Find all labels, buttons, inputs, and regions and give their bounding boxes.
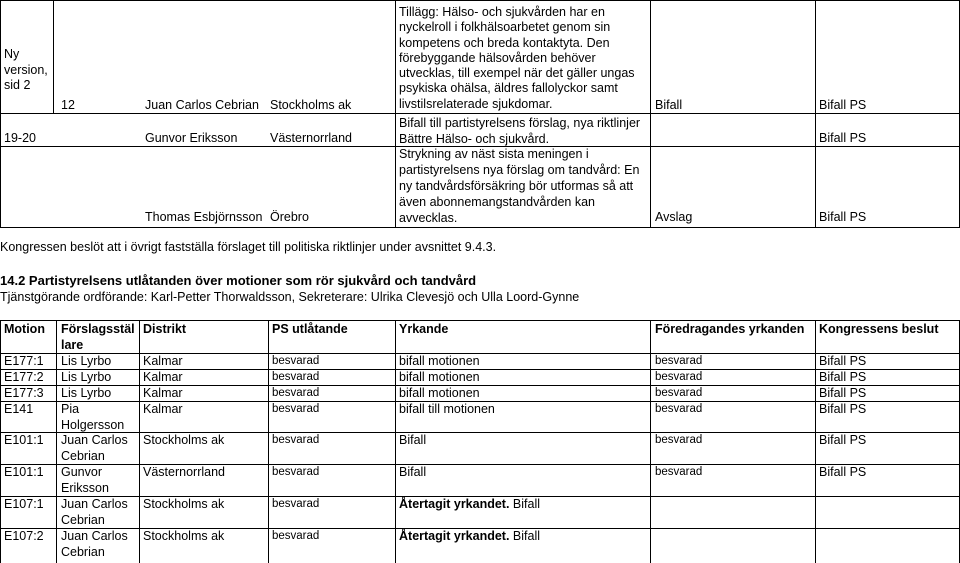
ps-statement: besvarad [272, 530, 320, 542]
decision-value: Bifall PS [819, 210, 867, 224]
district-name: Västernorrland [270, 131, 352, 145]
claim: bifall motionen [399, 354, 480, 368]
ps-statement: besvarad [272, 355, 320, 367]
text-line: avvecklas. [399, 211, 458, 225]
text-line: förebyggande hälsovården behöver [399, 50, 596, 65]
text-line: Strykning av näst sista meningen i [399, 147, 589, 161]
proposal-value: Avslag [655, 210, 693, 224]
proposer [61, 529, 128, 560]
proposer [61, 465, 109, 496]
text-line: nyckelroll i folkhälsoarbetet genom sin [399, 20, 611, 35]
staff-line: Tjänstgörande ordförande: Karl-Petter Thorwaldsson, Sekreterare: Ulrika Clevesjö och Ulla Loord-Gynne [0, 290, 580, 304]
header-proposer [61, 322, 135, 353]
header-presenter: Föredragandes yrkanden [655, 322, 805, 336]
presenter-claim: besvarad [655, 466, 703, 478]
decision: Bifall PS [819, 402, 867, 416]
proposer: Lis Lyrbo [61, 354, 112, 368]
header-line: Förslagsstäl [61, 322, 135, 336]
motion-text [399, 5, 635, 112]
motion-id: E177:3 [4, 386, 44, 400]
motion-id: E177:1 [4, 354, 44, 368]
proposer-line: Pia [61, 402, 80, 416]
decision: Bifall PS [819, 465, 867, 479]
decision-value: Bifall PS [819, 98, 867, 112]
header-motion: Motion [4, 322, 45, 336]
proposer-line: Holgersson [61, 417, 125, 432]
ps-statement: besvarad [272, 387, 320, 399]
ps-statement: besvarad [272, 434, 320, 446]
proposer [61, 433, 128, 464]
district-name: Stockholms ak [270, 98, 352, 112]
district-name: Örebro [270, 210, 309, 224]
text-line: partistyrelsens nya förslag om tandvård: En [399, 163, 640, 177]
proposer-line: Juan Carlos [61, 529, 128, 543]
header-ps: PS utlåtande [272, 322, 348, 336]
header-line: lare [61, 337, 84, 352]
row-label: 19-20 [4, 131, 36, 145]
proposer-line: Juan Carlos [61, 433, 128, 447]
version-line: version, [4, 62, 48, 77]
proposer-line: Cebrian [61, 544, 105, 559]
claim [399, 497, 540, 513]
district: Kalmar [143, 354, 183, 368]
motion-id: E141 [4, 402, 34, 416]
proposer: Lis Lyrbo [61, 370, 112, 384]
district: Stockholms ak [143, 529, 225, 543]
decision-value: Bifall PS [819, 131, 867, 145]
proposer-name: Gunvor Eriksson [145, 131, 238, 145]
proposer-line: Gunvor [61, 465, 102, 479]
text-line: Tillägg: Hälso- och sjukvården har en [399, 5, 605, 19]
motion-text [399, 115, 640, 147]
claim-suffix: Bifall [509, 529, 541, 543]
text-line: ny tandvårdsförsäkring bör utformas så att [399, 179, 634, 193]
text-line: livstilsrelaterade sjukdomar. [399, 96, 553, 111]
claim: bifall motionen [399, 386, 480, 400]
claim: Bifall [399, 433, 427, 447]
header-claim: Yrkande [399, 322, 449, 336]
district: Kalmar [143, 386, 183, 400]
decision: Bifall PS [819, 386, 867, 400]
text-line: kompetens och breda kontaktyta. Den [399, 35, 610, 50]
decision: Bifall PS [819, 433, 867, 447]
presenter-claim: besvarad [655, 403, 703, 415]
proposer [61, 402, 124, 433]
motion-text [399, 146, 639, 226]
ps-statement: besvarad [272, 403, 320, 415]
claim: Bifall [399, 465, 427, 479]
claim: bifall till motionen [399, 402, 495, 416]
decision: Bifall PS [819, 354, 867, 368]
proposer-line: Juan Carlos [61, 497, 128, 511]
claim [399, 529, 540, 545]
proposal-value: Bifall [655, 98, 683, 112]
text-line: psykiska ohälsa, äldres fallolyckor samt [399, 81, 618, 96]
claim-bold: Återtagit yrkandet. [399, 529, 510, 543]
version-line: Ny [4, 47, 20, 61]
motion-id: E107:2 [4, 529, 44, 543]
version-label [4, 47, 48, 94]
district: Kalmar [143, 402, 183, 416]
header-decision: Kongressens beslut [819, 322, 939, 336]
claim: bifall motionen [399, 370, 480, 384]
text-line: även abonnemangstandvården kan [399, 195, 595, 209]
proposer-name: Thomas Esbjörnsson [145, 210, 263, 224]
district: Kalmar [143, 370, 183, 384]
proposer-name: Juan Carlos Cebrian [145, 98, 259, 112]
presenter-claim: besvarad [655, 434, 703, 446]
motion-id: E101:1 [4, 465, 44, 479]
ps-statement: besvarad [272, 498, 320, 510]
claim-suffix: Bifall [509, 497, 541, 511]
decision-text: Kongressen beslöt att i övrigt fastställa förslaget till politiska riktlinjer under avsnittet 9.4.3. [0, 240, 497, 254]
district: Stockholms ak [143, 497, 225, 511]
motion-id: E107:1 [4, 497, 44, 511]
ps-statement: besvarad [272, 371, 320, 383]
presenter-claim: besvarad [655, 371, 703, 383]
text-line: Bättre Hälso- och sjukvård. [399, 132, 550, 146]
claim-bold: Återtagit yrkandet. [399, 497, 510, 511]
ps-statement: besvarad [272, 466, 320, 478]
motion-id: E177:2 [4, 370, 44, 384]
text-line: Bifall till partistyrelsens förslag, nya riktlinjer [399, 116, 641, 130]
motion-id: E101:1 [4, 433, 44, 447]
presenter-claim: besvarad [655, 355, 703, 367]
proposer-line: Eriksson [61, 480, 109, 495]
text-line: utvecklas, till exempel när det gäller ungas [399, 66, 635, 81]
proposer: Lis Lyrbo [61, 386, 112, 400]
district: Stockholms ak [143, 433, 225, 447]
decision: Bifall PS [819, 370, 867, 384]
section-title: 14.2 Partistyrelsens utlåtanden över motioner som rör sjukvård och tandvård [0, 273, 477, 288]
proposer [61, 497, 128, 528]
motion-number: 12 [61, 98, 75, 112]
district: Västernorrland [143, 465, 225, 479]
presenter-claim: besvarad [655, 387, 703, 399]
proposer-line: Cebrian [61, 448, 105, 463]
version-line: sid 2 [4, 78, 31, 92]
proposer-line: Cebrian [61, 512, 105, 527]
header-district: Distrikt [143, 322, 187, 336]
